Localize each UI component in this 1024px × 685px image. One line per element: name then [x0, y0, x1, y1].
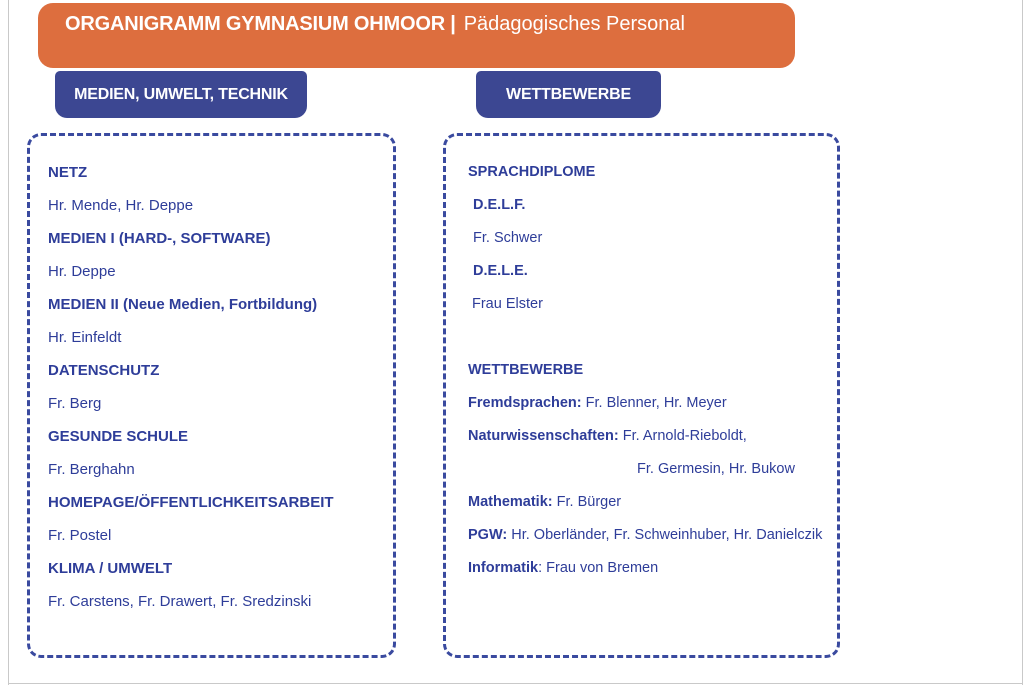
list-item — [48, 288, 387, 321]
line-text: Fr. Carstens, Fr. Drawert, Fr. Sredzinski — [48, 593, 312, 610]
line-label: KLIMA / UMWELT — [48, 560, 173, 577]
list-item — [468, 189, 835, 222]
list-item — [48, 354, 387, 387]
title-banner — [38, 3, 795, 68]
list-item — [48, 189, 387, 222]
list-item — [468, 222, 835, 255]
line-text: Fr. Berg — [48, 395, 102, 412]
line-label: MEDIEN II (Neue Medien, Fortbildung) — [48, 296, 318, 313]
line-text: Hr. Deppe — [48, 263, 116, 280]
line-label: WETTBEWERBE — [468, 362, 584, 378]
list-item — [468, 255, 835, 288]
page-edge-bottom — [8, 683, 1023, 684]
list-item — [48, 486, 387, 519]
list-item — [48, 420, 387, 453]
list-item — [48, 255, 387, 288]
list-item — [48, 552, 387, 585]
line-text: Fr. Arnold-Rieboldt, — [618, 428, 747, 444]
line-text: Hr. Einfeldt — [48, 329, 122, 346]
line-text: : Frau von Bremen — [538, 560, 659, 576]
line-label: Fremdsprachen: — [468, 395, 582, 411]
list-item — [468, 156, 835, 189]
list-item — [48, 387, 387, 420]
line-label: NETZ — [48, 164, 88, 181]
list-item — [48, 321, 387, 354]
list-item — [468, 486, 835, 519]
list-item — [468, 420, 835, 453]
line-label: PGW: — [468, 527, 508, 543]
line-text: Fr. Bürger — [552, 494, 622, 510]
line-label: SPRACHDIPLOME — [468, 164, 596, 180]
line-label: D.E.L.F. — [473, 197, 526, 213]
line-text: Hr. Oberländer, Fr. Schweinhuber, Hr. Danielczik — [507, 527, 823, 543]
line-text: Fr. Postel — [48, 527, 112, 544]
page-title: ORGANIGRAMM GYMNASIUM OHMOOR | — [65, 13, 456, 35]
list-item — [48, 519, 387, 552]
page-edge-right — [1022, 0, 1023, 685]
line-label: DATENSCHUTZ — [48, 362, 160, 379]
line-label: Mathematik: — [468, 494, 553, 510]
line-text: Fr. Germesin, Hr. Bukow — [637, 461, 795, 477]
list-item — [48, 453, 387, 486]
wettbewerbe-box — [443, 133, 840, 658]
medien-umwelt-technik-box — [27, 133, 396, 658]
line-label: GESUNDE SCHULE — [48, 428, 189, 445]
list-item — [468, 387, 835, 420]
list-item — [48, 156, 387, 189]
line-label: D.E.L.E. — [473, 263, 528, 279]
list-item — [468, 288, 835, 321]
list-item — [48, 585, 387, 618]
line-label: Informatik — [468, 560, 539, 576]
list-item — [468, 321, 835, 354]
section-header-medien-umwelt-technik: MEDIEN, UMWELT, TECHNIK — [55, 71, 307, 118]
list-item — [468, 519, 835, 552]
list-item — [468, 453, 835, 486]
list-item — [48, 222, 387, 255]
line-text: Frau Elster — [472, 296, 543, 312]
line-text: Hr. Mende, Hr. Deppe — [48, 197, 194, 214]
line-label: HOMEPAGE/ÖFFENTLICHKEITSARBEIT — [48, 494, 334, 511]
line-text: Fr. Berghahn — [48, 461, 135, 478]
line-label: Naturwissenschaften: — [468, 428, 619, 444]
line-text: Fr. Schwer — [473, 230, 543, 246]
page-subtitle: Pädagogisches Personal — [463, 13, 685, 35]
line-text: Fr. Blenner, Hr. Meyer — [581, 395, 727, 411]
line-label: MEDIEN I (HARD-, SOFTWARE) — [48, 230, 271, 247]
page-edge-left — [8, 0, 9, 685]
section-header-wettbewerbe: WETTBEWERBE — [476, 71, 661, 118]
list-item — [468, 354, 835, 387]
list-item — [468, 552, 835, 585]
